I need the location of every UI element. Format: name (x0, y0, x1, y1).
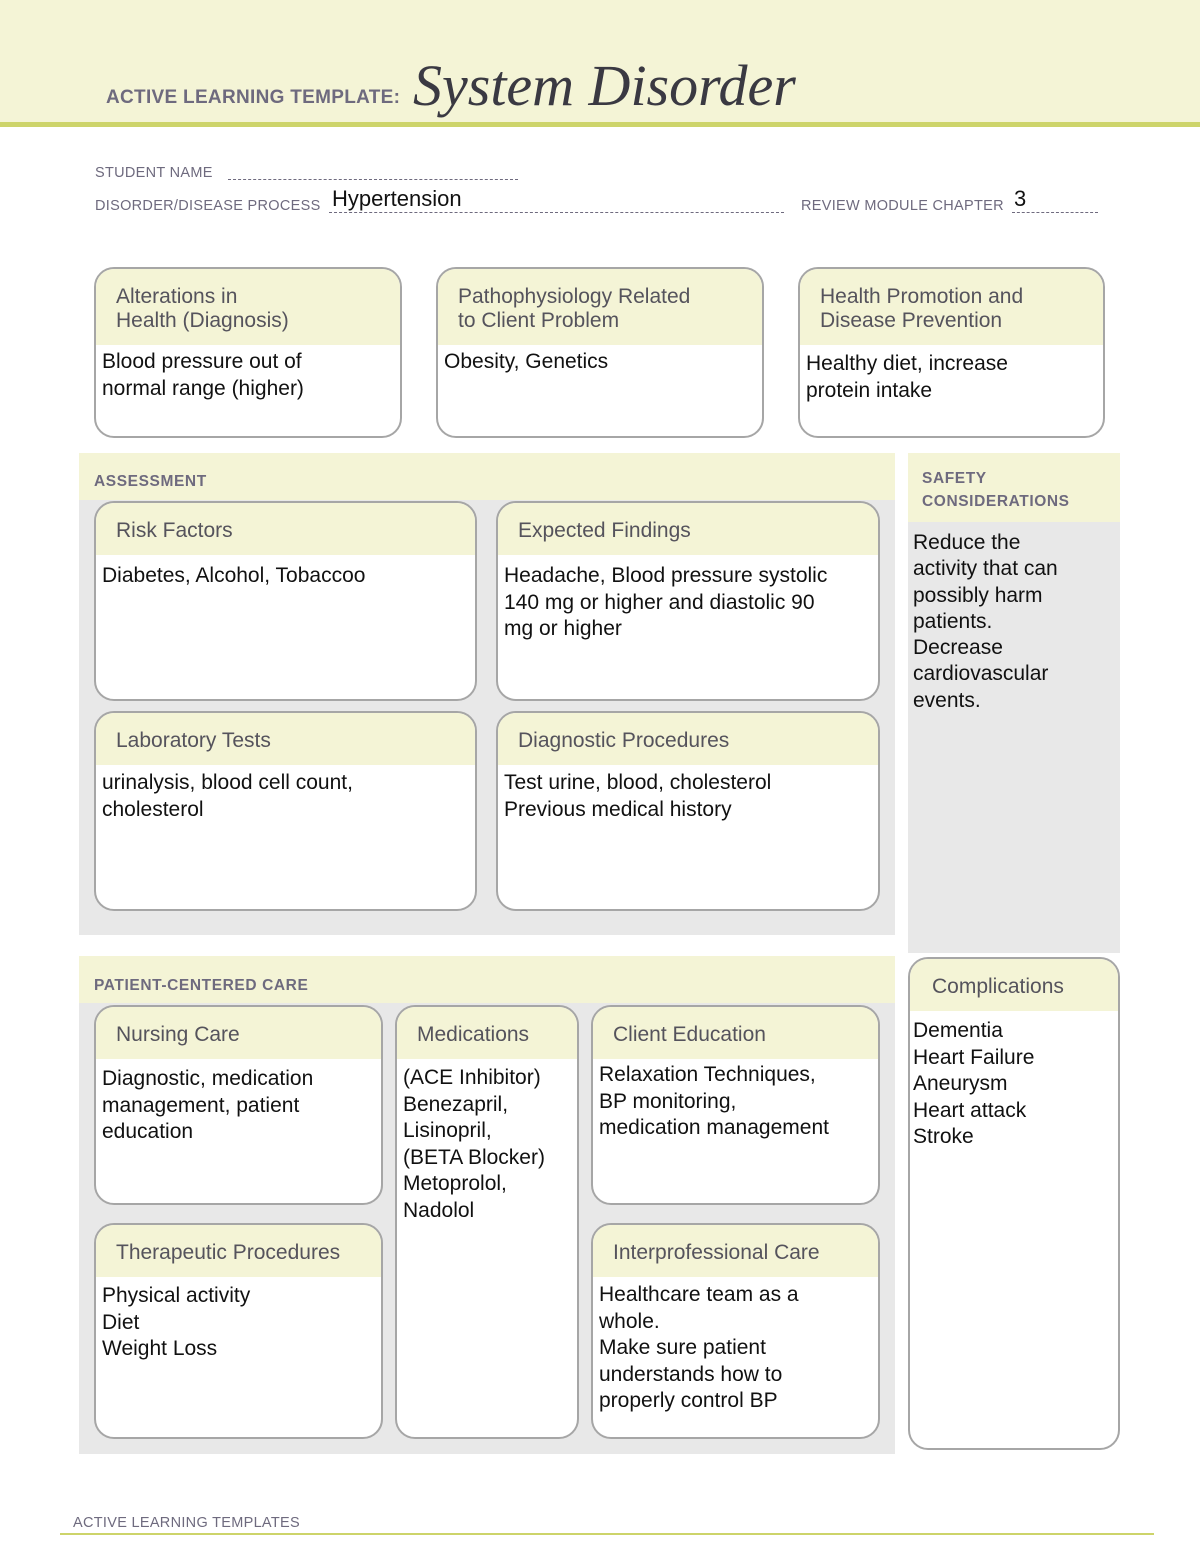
risk-factors-body[interactable]: Diabetes, Alcohol, Tobaccoo (102, 564, 366, 587)
therapeutic-procedures-body[interactable]: Physical activity Diet Weight Loss (102, 1284, 251, 1360)
health-promotion-box (798, 267, 1105, 438)
expected-findings-title: Expected Findings (498, 503, 878, 555)
safety-body[interactable]: Reduce the activity that can possibly harm patients. Decrease cardiovascular events. (913, 531, 1058, 712)
nursing-care-box (94, 1005, 383, 1205)
footer-text: ACTIVE LEARNING TEMPLATES (73, 1515, 300, 1531)
student-name-label: STUDENT NAME (95, 165, 213, 181)
disorder-label: DISORDER/DISEASE PROCESS (95, 198, 321, 214)
diagnostic-procedures-title: Diagnostic Procedures (498, 713, 878, 765)
pathophysiology-box (436, 267, 764, 438)
alterations-title: Alterations in Health (Diagnosis) (96, 269, 400, 345)
assessment-heading: ASSESSMENT (94, 473, 207, 490)
interprofessional-care-box (591, 1223, 880, 1439)
therapeutic-procedures-title: Therapeutic Procedures (96, 1225, 381, 1277)
medications-title: Medications (397, 1007, 577, 1059)
nursing-care-title: Nursing Care (96, 1007, 381, 1059)
safety-heading: SAFETY CONSIDERATIONS (908, 453, 1120, 522)
header-rule (0, 122, 1200, 127)
expected-findings-body[interactable]: Headache, Blood pressure systolic 140 mg or higher and diastolic 90 mg or higher (504, 564, 828, 640)
chapter-line (1012, 212, 1098, 213)
student-name-line (228, 179, 518, 180)
nursing-care-body[interactable]: Diagnostic, medication management, patient education (102, 1067, 314, 1143)
pathophysiology-title: Pathophysiology Related to Client Problem (438, 269, 762, 345)
pathophysiology-body[interactable]: Obesity, Genetics (444, 350, 609, 373)
patient-care-heading: PATIENT-CENTERED CARE (94, 977, 309, 994)
medications-box (395, 1005, 579, 1439)
diagnostic-procedures-box (496, 711, 880, 911)
chapter-value[interactable]: 3 (1014, 186, 1027, 211)
complications-body[interactable]: Dementia Heart Failure Aneurysm Heart attack Stroke (913, 1019, 1035, 1148)
risk-factors-title: Risk Factors (96, 503, 475, 555)
complications-box (908, 957, 1120, 1450)
laboratory-tests-box (94, 711, 477, 911)
laboratory-tests-body[interactable]: urinalysis, blood cell count, cholesterol (102, 771, 353, 821)
alterations-body[interactable]: Blood pressure out of normal range (higher) (102, 350, 304, 400)
disorder-line (329, 212, 784, 213)
template-label: ACTIVE LEARNING TEMPLATE: (106, 87, 401, 108)
therapeutic-procedures-box (94, 1223, 383, 1439)
footer-rule (60, 1533, 1154, 1535)
page-title: System Disorder (413, 53, 796, 118)
health-promotion-body[interactable]: Healthy diet, increase protein intake (806, 352, 1008, 402)
disorder-value[interactable]: Hypertension (332, 186, 462, 211)
medications-body[interactable]: (ACE Inhibitor) Benezapril, Lisinopril, (BETA Blocker) Metoprolol, Nadolol (403, 1066, 545, 1222)
diagnostic-procedures-body[interactable]: Test urine, blood, cholesterol Previous medical history (504, 771, 772, 821)
client-education-box (591, 1005, 880, 1205)
health-promotion-title: Health Promotion and Disease Prevention (800, 269, 1103, 345)
laboratory-tests-title: Laboratory Tests (96, 713, 475, 765)
client-education-body[interactable]: Relaxation Techniques, BP monitoring, medication management (599, 1063, 829, 1139)
expected-findings-box (496, 501, 880, 701)
alterations-box (94, 267, 402, 438)
risk-factors-box (94, 501, 477, 701)
chapter-label: REVIEW MODULE CHAPTER (801, 198, 1004, 214)
complications-title: Complications (910, 959, 1118, 1011)
interprofessional-care-title: Interprofessional Care (593, 1225, 878, 1277)
interprofessional-care-body[interactable]: Healthcare team as a whole. Make sure patient understands how to properly control BP (599, 1283, 799, 1412)
client-education-title: Client Education (593, 1007, 878, 1059)
